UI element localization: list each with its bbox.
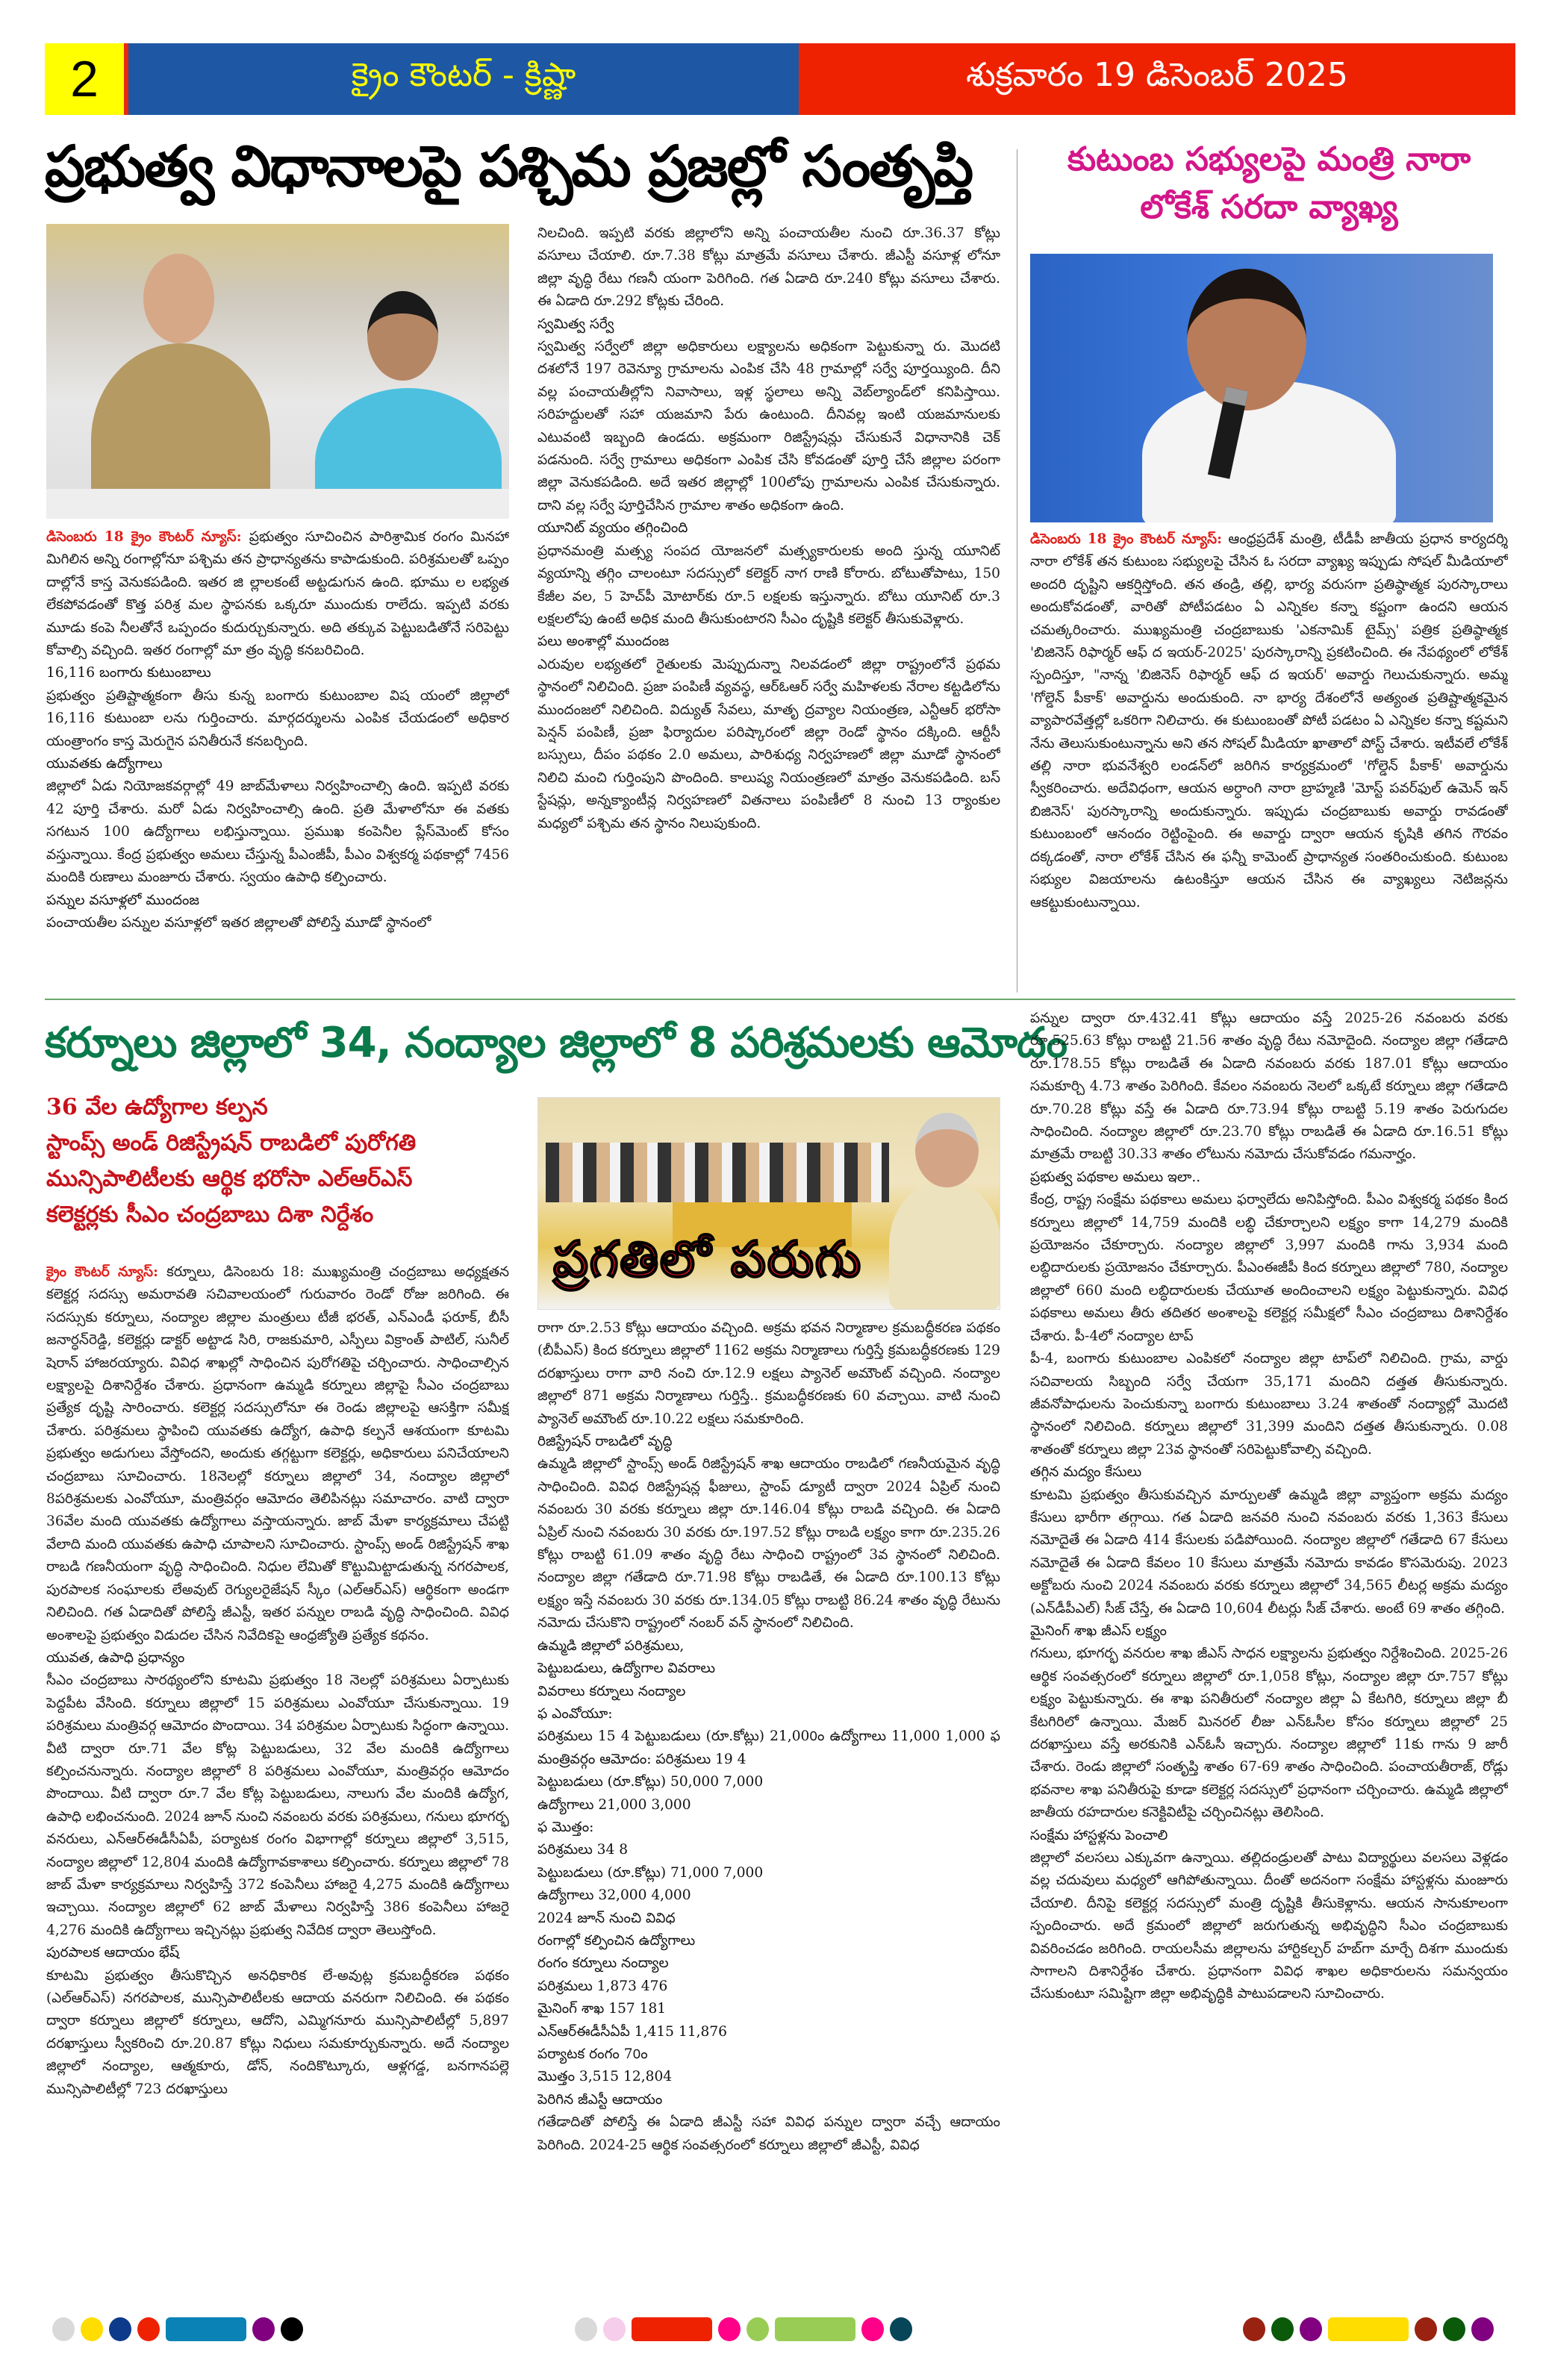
color-chip xyxy=(890,2317,912,2341)
text: ఫ మొత్తం: xyxy=(537,1819,594,1835)
text: 2024 జూన్ నుంచి వివిధ xyxy=(537,1910,676,1926)
text: రంగాల్లో కల్పించిన ఉద్యోగాలు xyxy=(537,1932,696,1949)
paragraph xyxy=(537,222,1000,313)
section-subheading xyxy=(1030,1166,1508,1189)
section-subheading xyxy=(537,1703,1000,1725)
color-chip xyxy=(1243,2317,1265,2341)
story2-subheads xyxy=(46,1090,509,1233)
text: ఎరువుల లభ్యతలో రైతులకు మెప్పుదున్నా నిలవడంలో జిల్లా రాష్ట్రంలోనే ప్రథమ స్థానంలో నిలిచింది. ప్రజా పంపిణీ వ్యవస్థ, ఆర్‌ఓఆర్ సర్వే మహిళలకు నేరాల కట్టడిలోను ముందంజలో నిలిచింది. విద్యుత్ సేవలు, మాతృ ద్రవ్యాల నియంత్రణ, ఎన్టీఆర్ భరోసా పెన్షన్ పంపిణీ, ప్రజా ఫిర్యాదుల పరిష్కారంలో జిల్లా రెండో స్థానం దక్కింది. ఆర్టీసీ బస్సులు, దీపం పథకం 2.0 అమలు, పారిశుధ్య నిర్వహణలో జిల్లా మూడో స్థానంలో నిలిచి మంచి గుర్తింపుని పొందింది. కాలుష్య నియంత్రణలో మాత్రం వెనుకపడింది. బస్ స్టేషన్లు, అన్నక్యాంటీన్ల నిర్వహణలో వితనాలు పంపిణీలో 8 నుంచి 13 ర్యాంకుల మధ్యలో పశ్చిమ తన స్థానం నిలుపుకుంది. xyxy=(537,656,1000,831)
subhead-registration: స్టాంప్స్ అండ్ రిజిస్ట్రేషన్ రాబడిలో పురోగతి xyxy=(46,1130,417,1156)
paragraph xyxy=(1030,1484,1508,1620)
color-chip xyxy=(718,2317,741,2341)
section-title: క్రైం కౌంటర్ - క్రిష్ణా xyxy=(128,43,799,115)
woman-head xyxy=(367,291,438,381)
text: తగ్గిన మద్యం కేసులు xyxy=(1030,1464,1142,1481)
section-subheading xyxy=(1030,1461,1508,1484)
text: యూనిట్ వ్యయం తగ్గించింది xyxy=(537,520,688,537)
color-chip xyxy=(1471,2317,1494,2341)
photo-title: ప్రగతిలో పరుగు xyxy=(553,1231,863,1288)
color-chip xyxy=(632,2317,712,2341)
section-subheading xyxy=(537,1884,1000,1907)
section-subheading xyxy=(537,1725,1000,1771)
paragraph xyxy=(1030,1189,1508,1348)
color-chip xyxy=(603,2317,626,2341)
color-chip xyxy=(746,2317,769,2341)
lokesh-speaking-photo xyxy=(1030,254,1493,522)
text: నిలచింది. ఇప్పటి వరకు జిల్లాలోని అన్ని పంచాయతీల నుంచి రూ.36.37 కోట్లు వసూలు చేయాలి. రూ.7.38 కోట్లు మాత్రమే వసూలు చేశారు. జీఎస్టీ వసూళ్ల లోనూ జిల్లా వృద్ధి రేటు గణనీ యంగా పెరిగింది. గత ఏడాది రూ.240 కోట్లు వసూలు చేశారు. ఈ ఏడాది రూ.292 కోట్లకు చేరింది. xyxy=(537,225,1000,310)
section-subheading xyxy=(537,1975,1000,1998)
story1-headline: ప్రభుత్వ విధానాలపై పశ్చిమ ప్రజల్లో సంతృప్తి xyxy=(45,133,973,199)
subhead-lrs: మున్సిపాలిటీలకు ఆర్థిక భరోసా ఎల్ఆర్ఎస్ xyxy=(46,1166,413,1192)
color-chip xyxy=(52,2317,75,2341)
section-subheading xyxy=(537,2089,1000,2111)
text: ప్రభుత్వం సూచించిన పారిశ్రామిక రంగం మినహా మిగిలిన అన్ని రంగాల్లోనూ పశ్చిమ తన ప్రాధాన్యతను కాపాడుకుంది. పరిశ్రమలతో ఒప్పం దాల్లోనే కాస్త వెనుకపడింది. ఇతర జి ల్లాలకంటే అట్టడుగున ఉంది. భూము ల లభ్యత లేకపోవడంతో కొత్త పరిశ్ర మల స్థాపనకు ఒక్కరూ ముందుకు రాలేదు. ఇప్పటి వరకు మూడు కంపె నీలతోనే ఒప్పందం కుదుర్చుకున్నారు. అది తక్కువ పెట్టుబడితోనే సరిపెట్టు కోవాల్సి వచ్చింది. ఇతర రంగాల్లో మా త్రం వృద్ధి కనబరిచింది. xyxy=(46,529,509,659)
color-chip xyxy=(1415,2317,1437,2341)
story1-column-1 xyxy=(46,526,509,989)
color-chip xyxy=(109,2317,131,2341)
speaker-head xyxy=(1187,269,1306,410)
section-subheading xyxy=(537,2043,1000,2066)
page-number: 2 xyxy=(45,43,128,115)
section-subheading xyxy=(537,1952,1000,1975)
text: ప్రభుత్వం ప్రతిష్టాత్మకంగా తీసు కున్న బంగారు కుటుంబాల విష యంలో జిల్లాలో 16,116 కుటుంబా లను గుర్తించారు. మార్గదర్శులను ఎంపిక చేయడంలో అధికార యంత్రాంగం కాస్త మెరుగైన పనితీరునే కనబర్చింది. xyxy=(46,687,509,749)
dateline: డిసెంబరు 18 క్రైం కౌంటర్ న్యూస్: xyxy=(46,529,249,545)
officer-head xyxy=(143,254,214,343)
story2-column-2 xyxy=(537,1317,1000,2306)
text: పెట్టుబడులు, ఉద్యోగాల వివరాలు xyxy=(537,1661,716,1677)
section-subheading xyxy=(537,1862,1000,1884)
paragraph xyxy=(46,1670,509,1942)
section-subheading xyxy=(537,1998,1000,2020)
color-chip xyxy=(775,2317,855,2341)
text: స్వమిత్వ సర్వే xyxy=(537,316,614,332)
section-subheading xyxy=(537,1839,1000,1861)
paragraph xyxy=(537,1453,1000,1634)
section-subheading xyxy=(537,631,1000,653)
text: వివరాలు కర్నూలు నంద్యాల xyxy=(537,1683,686,1699)
paragraph xyxy=(1030,1643,1508,1824)
text: పెట్టుబడులు (రూ.కోట్లు) 50,000 7,000 xyxy=(537,1774,764,1790)
text: ఫ ఎంవోయూ: xyxy=(537,1705,613,1722)
text: మైనింగ్ శాఖ 157 181 xyxy=(537,2001,667,2017)
paragraph xyxy=(537,1317,1000,1431)
section-divider xyxy=(45,999,1515,1000)
paragraph xyxy=(46,1965,509,2101)
paragraph xyxy=(537,654,1000,835)
paragraph xyxy=(46,912,509,934)
section-subheading xyxy=(537,1431,1000,1453)
text: జిల్లాలో ఏడు నియోజకవర్గాల్లో 49 జాబ్‌మేళాలు నిర్వహించాల్సి ఉంది. ఇప్పటి వరకు 42 పూర్తి చేశారు. మరో ఏడు నిర్వహించాల్సి ఉంది. ప్రతి మేళాలోనూ ఈ వతకు సగటున 100 ఉద్యోగాలు లభిస్తున్నాయి. ప్రముఖ కంపెనీల ప్లేస్‌మెంట్ కోసం వస్తున్నాయి. కేంద్ర ప్రభుత్వం అమలు చేస్తున్న పీఎంజీపీ, పీఎం విశ్వకర్మ పథకాల్లో 7456 మందికి రుణాలు మంజూరు చేశారు. స్వయం ఉపాధి కల్పించారు. xyxy=(46,778,509,886)
section-subheading xyxy=(537,1794,1000,1817)
text: పరిశ్రమలు 15 4 పెట్టుబడులు (రూ.కోట్లు) 21,000ం ఉద్యోగాలు 11,000 1,000 ఫ మంత్రివర్గం ఆమోదం: పరిశ్రమలు 19 4 xyxy=(537,1728,1000,1767)
subhead-jobs: 36 వేల ఉద్యోగాల కల్పన xyxy=(46,1094,268,1120)
text: పెరిగిన జీఎస్టీ ఆదాయం xyxy=(537,2091,663,2108)
story2-column-1 xyxy=(46,1261,509,2306)
section-subheading xyxy=(537,1635,1000,1658)
paragraph xyxy=(1030,1847,1508,2006)
collectors-conference-photo xyxy=(537,1097,1000,1310)
section-subheading xyxy=(537,1817,1000,1839)
side-story-headline: కుటుంబ సభ్యులపై మంత్రి నారా లోకేశ్ సరదా వ్యాఖ్య xyxy=(1067,140,1471,226)
paragraph xyxy=(46,526,509,662)
section-subheading xyxy=(46,1942,509,1964)
story2-column-3 xyxy=(1030,1008,1508,2310)
text: పీ-4, బంగారు కుటుంబాల ఎంపికలో నంద్యాల జిల్లా టాప్‌లో నిలిచింది. గ్రామ, వార్డు సచివాలయ సిబ్బంది సర్వే చేయగా 35,171 మందిని దత్తత తీసుకున్నారు. జీవనోపాధులను పెంచుకున్నా బంగారు కుటుంబాలు 3.24 శాతంతో నంద్యాల్లో మొదటి స్థానంలో నిలిచింది. కర్నూలు జిల్లాలో 31,399 మందిని దత్తత తీసుకున్నారు. 0.08 శాతంతో కర్నూలు జిల్లా 23వ స్థానంతో సరిపెట్టుకోవాల్సి వచ్చింది. xyxy=(1030,1351,1508,1458)
officials-meeting-photo xyxy=(46,224,509,519)
side-story-dateline: డిసెంబరు 18 క్రైం కౌంటర్ న్యూస్: xyxy=(1030,531,1222,547)
text: రాగా రూ.2.53 కోట్లు ఆదాయం వచ్చింది. అక్రమ భవన నిర్మాణాల క్రమబద్ధీకరణ పథకం (బీపీఎస్) కింద కర్నూలు జిల్లాలో 1162 అక్రమ నిర్మాణాలు గుర్తిస్తే క్రమబద్ధీకరణకు 129 దరఖాస్తులు రాగా వారి నంచి రూ.12.9 లక్షలు ప్యానెల్ అమౌంట్ వచ్చింది. నంద్యాల జిల్లాలో 871 అక్రమ నిర్మాణాలు గుర్తిస్తే.. క్రమబద్ధీకరణకు 60 వచ్చాయి. వాటి నుంచి ప్యానెల్ అమౌంట్ రూ.10.22 లక్షలు సమకూరింది. xyxy=(537,1320,1000,1427)
color-chip xyxy=(1300,2317,1322,2341)
section-subheading xyxy=(537,2066,1000,2088)
paragraph xyxy=(1030,1348,1508,1461)
text: పరిశ్రమలు 34 8 xyxy=(537,1842,629,1858)
section-subheading xyxy=(46,890,509,912)
text: ప్రభుత్వ పథకాల అమలు ఇలా.. xyxy=(1030,1169,1201,1185)
color-chip xyxy=(1443,2317,1465,2341)
text: ఉద్యోగాలు 21,000 3,000 xyxy=(537,1796,691,1813)
color-chip xyxy=(575,2317,597,2341)
section-subheading xyxy=(1030,1825,1508,1847)
section-subheading xyxy=(46,1647,509,1670)
text: కూటమి ప్రభుత్వం తీసుకువచ్చిన మార్పులతో ఉమ్మడి జిల్లా వ్యాప్తంగా అక్రమ మద్యం కేసులు భారీగా తగ్గాయి. గత ఏడాది జనవరి నుంచి నవంబరు వరకు 1,363 కేసులు నమోదైతే ఈ ఏడాది 414 కేసులకు పడిపోయింది. నంద్యాల జిల్లాలో గతేడాది 67 కేసులు నమోదైతే ఈ ఏడాది కేవలం 10 కేసులు మాత్రమే నమోదు కావడం కొసమెరుపు. 2023 అక్టోబరు నుంచి 2024 నవంబరు వరకు కర్నూలు జిల్లాలో 34,565 లీటర్ల అక్రమ మద్యం (ఎన్‌డీపీఎల్) సీజ్ చేస్తే, ఈ ఏడాది 10,604 లీటర్లు సీజ్ చేశారు. అంటే 69 శాతం తగ్గింది. xyxy=(1030,1487,1508,1617)
text: రంగం కర్నూలు నంద్యాల xyxy=(537,1955,669,1972)
dateline: క్రైం కౌంటర్ న్యూస్: xyxy=(46,1264,167,1280)
issue-date: శుక్రవారం 19 డిసెంబర్ 2025 xyxy=(799,43,1515,115)
text: రిజిస్ట్రేషన్ రాబడిలో వృద్ధి xyxy=(537,1434,673,1450)
section-subheading xyxy=(46,662,509,684)
subhead-cm-direction: కలెక్టర్లకు సీఎం చంద్రబాబు దిశా నిర్దేశం xyxy=(46,1202,374,1228)
paragraph xyxy=(537,2111,1000,2157)
section-subheading xyxy=(537,1681,1000,1703)
text: పంచాయతీల పన్నుల వసూళ్లలో ఇతర జిల్లాలతో పోలిస్తే మూడో స్థానంలో xyxy=(46,914,431,931)
section-subheading xyxy=(1030,1620,1508,1643)
paragraph xyxy=(1030,1008,1508,1166)
text: కర్నూలు, డిసెంబరు 18: ముఖ్యమంత్రి చంద్రబాబు అధ్యక్షతన కలెక్టర్ల సదస్సు అమరావతి సచివాలయంలో గురువారం రెండో రోజు జరిగింది. ఈ సదస్సుకు కర్నూలు, నంద్యాల జిల్లాల మంత్రులు టీజీ భరత్, ఎన్ఎండీ ఫరూక్, బీసీ జనార్ధన్‌రెడ్డి, కలెక్టర్లు డాక్టర్ అట్టాడ సిరి, రాజకుమారి, ఎస్పీలు విక్రాంత్ పాటిల్, సునీల్ షెరాన్ హాజరయ్యారు. వివిధ శాఖల్లో సాధించిన పురోగతిపై చర్చించారు. సాధించాల్సిన లక్ష్యాలపై దిశానిర్దేశం చేశారు. ప్రధానంగా ఉమ్మడి కర్నూలు జిల్లాపై సీఎం చంద్రబాబు ప్రత్యేక దృష్టి సారించారు. కలెక్టర్ల సదస్సులోనూ ఈ రెండు జిల్లాలపై ఆసక్తిగా సమీక్ష చేశారు. పరిశ్రమలు స్థాపించి యువతకు ఉద్యోగ, ఉపాధి కల్పనే ఆశయంగా కూటమి ప్రభుత్వం అడుగులు వేస్తోందని, అందుకు తగ్గట్టుగా కలెక్టర్లు, అధికారులు పనిచేయాలని చంద్రబాబు సూచించారు. 18నెలల్లో కర్నూలు జిల్లాలో 34, నంద్యాల జిల్లాలో 8పరిశ్రమలకు ఎంవోయూ, మంత్రివర్గం ఆమోదం తెలిపినట్లు సమాచారం. వాటి ద్వారా 36వేల మంది యువతకు ఉద్యోగాలు వస్తాయన్నారు. జాబ్ మేళా కార్యక్రమాలు చేపట్టి వేలాది మంది యువతకు ఉపాధి చూపాలని సూచించారు. స్టాంప్స్ అండ్ రిజిస్ట్రేషన్ శాఖ రాబడి గణనీయంగా వృద్ధి సాధించింది. నిధుల లేమితో కొట్టుమిట్టాడుతున్న నగరపాలక, పురపాలక సంఘాలకు లేఅవుట్ రెగ్యులరైజేషన్ స్కీం (ఎల్ఆర్ఎస్) ఆర్థికంగా అండగా నిలిచింది. గత ఏడాదితో పోలిస్తే జీఎస్టీ, ఇతర పన్నుల రాబడి వృద్ధి సాధించింది. వివిధ అంశాలపై ప్రభుత్వం విడుదల చేసిన నివేదికపై ఆంధ్రజ్యోతి ప్రత్యేక కథనం. xyxy=(46,1264,509,1643)
text: పన్నుల వసూళ్లలో ముందంజ xyxy=(46,892,200,908)
text: సీఎం చంద్రబాబు సారథ్యంలోని కూటమి ప్రభుత్వం 18 నెలల్లో పరిశ్రమలు ఏర్పాటుకు పెద్దపీట వేసింది. కర్నూలు జిల్లాలో 15 పరిశ్రమలు ఎంవోయూ చేసుకున్నాయి. 19 పరిశ్రమలు మంత్రివర్గ ఆమోదం పొందాయి. 34 పరిశ్రమల ఏర్పాటుకు సిద్ధంగా ఉన్నాయి. వీటి ద్వారా రూ.71 వేల కోట్ల పెట్టుబడులు, 32 వేల మందికి ఉద్యోగాలు కల్పించనున్నారు. నంద్యాల జిల్లాలో 8 పరిశ్రమలు ఎంవోయూ, మంత్రివర్గం ఆమోదం పొందాయి. వీటి ద్వారా రూ.7 వేల కోట్ల పెట్టుబడులు, నాలుగు వేల మందికి ఉద్యోగ, ఉపాధి లభించనుంది. 2024 జూన్ నుంచి నవంబరు వరకు పరిశ్రమలు, గనులు భూగర్భ వనరులు, ఎన్ఆర్ఈడీసీఏపీ, పర్యాటక రంగం విభాగాల్లో కర్నూలు జిల్లాలో 3,515, నంద్యాల జిల్లాలో 12,804 మందికి ఉద్యోగావకాశాలు కల్పించారు. కర్నూలు జిల్లాలో 78 జాబ్ మేళా కార్యక్రమాలు నిర్వహిస్తే 372 కంపెనీలు హాజరై 4,275 మందికి ఉద్యోగాలు ఇచ్చాయి. నంద్యాల జిల్లాలో 62 జాబ్ మేళాలు నిర్వహిస్తే 386 కంపెనీలు హాజరై 4,276 మందికి ఉద్యోగాలు ఇచ్చినట్లు ప్రభుత్వ నివేదిక ద్వారా తెలుస్తోంది. xyxy=(46,1672,509,1938)
color-chip xyxy=(137,2317,160,2341)
color-chip xyxy=(166,2317,246,2341)
text: యువతకు ఉద్యోగాలు xyxy=(46,756,163,772)
section-subheading xyxy=(537,517,1000,540)
color-chip xyxy=(281,2317,303,2341)
section-subheading xyxy=(537,1771,1000,1793)
paragraph xyxy=(537,336,1000,517)
paragraph xyxy=(46,1261,509,1647)
color-chip xyxy=(1328,2317,1409,2341)
text: మైనింగ్ శాఖ జీఎస్ లక్ష్యం xyxy=(1030,1622,1167,1639)
text: కేంద్ర, రాష్ట్ర సంక్షేమ పథకాలు అమలు ఫర్వాలేదు అనిపిస్తోంది. పీఎం విశ్వకర్మ పథకం కింద కర్నూలు జిల్లాలో 14,759 మందికి లబ్ధి చేకూర్చాలని లక్ష్యం కాగా 14,279 మందికి ప్రయోజనం చేకూర్చారు. నంద్యాల జిల్లాలో 3,997 మందికి గాను 3,934 మంది లబ్ధిదారులకు ప్రయోజనం చేకూర్చారు. పీఎంఈజీపీ కింద కర్నూలు జిల్లాలో 780, నంద్యాల జిల్లాలో 660 మంది లబ్ధిదారులకు చేయూత అందించాలని లక్ష్యం పెట్టుకున్నారు. వివిధ పథకాలు అమలు తీరు తదితర అంశాలపై కలెక్టర్ల సమీక్షలో సీఎం చంద్రబాబు దిశానిర్దేశం చేశారు. పీ-4లో నంద్యాల టాప్ xyxy=(1030,1192,1508,1344)
color-chip xyxy=(861,2317,884,2341)
color-chip xyxy=(1271,2317,1294,2341)
text: పురపాలక ఆదాయం భేష్ xyxy=(46,1945,180,1961)
section-subheading xyxy=(537,1658,1000,1680)
text: పలు అంశాల్లో ముందంజ xyxy=(537,634,670,650)
text: ఉద్యోగాలు 32,000 4,000 xyxy=(537,1887,691,1904)
text: పన్నుల ద్వారా రూ.432.41 కోట్లు ఆదాయం వస్తే 2025-26 నవంబరు వరకు రూ.525.63 కోట్లు రాబట్టి 21.56 శాతం వృద్ధి రేటు నమోదైంది. నంద్యాల జిల్లా గతేడాది రూ.178.55 కోట్లు రాబడితే ఈ ఏడాది నవంబరు వరకు 187.01 కోట్లు ఆదాయం సమకూర్చి 4.73 శాతం పెరిగింది. కేవలం నవంబరు నెలలో ఒక్కటే కర్నూలు జిల్లా గతేడాది రూ.70.28 కోట్లు వస్తే ఈ ఏడాది రూ.73.94 కోట్లు రాబట్టి 5.19 శాతం పెరుగుదల సాధించింది. నంద్యాల జిల్లాలో రూ.23.70 కోట్లు రాబడితే ఈ ఏడాది రూ.16.51 కోట్లు మాత్రమే రాబట్టి 30.33 శాతం లోటును నమోదు చేసుకోవడం గమనార్హం. xyxy=(1030,1011,1508,1163)
cm-head xyxy=(915,1113,979,1187)
paragraph xyxy=(46,685,509,753)
side-story-text: ఆంధ్రప్రదేశ్ మంత్రి, టీడీపీ జాతీయ ప్రధాన కార్యదర్శి నారా లోకేశ్ తన కుటుంబ సభ్యులపై చేసిన ఓ సరదా వ్యాఖ్య ఇప్పుడు సోషల్ మీడియాలో అందరి దృష్టిని ఆకర్షిస్తోంది. తన తండ్రి, తల్లి, భార్య వరుసగా ప్రతిష్ఠాత్మక పురస్కారాలు అందుకోవడంతో, వారితో పోటీపడటం ఏ ఎన్నికల కన్నా కష్టంగా ఉందని ఆయన చమత్కరించారు. ముఖ్యమంత్రి చంద్రబాబుకు 'ఎకనామిక్ టైమ్స్' పత్రిక ప్రతిష్ఠాత్మక 'బిజినెస్ రిఫార్మర్ ఆఫ్ ద ఇయర్-2025' పురస్కారాన్ని ప్రకటించింది. ఈ నేపథ్యంలో లోకేశ్ స్పందిస్తూ, "నాన్న 'బిజినెస్ రిఫార్మర్ ఆఫ్ ద ఇయర్' అవార్డు గెలుచుకున్నారు. అమ్మ 'గోల్డెన్ పీకాక్' అవార్డును అందుకుంది. నా భార్య దేశంలోనే అత్యంత ప్రతిష్టాత్మకమైన వ్యాపారవేత్తల్లో ఒకరిగా నిలిచారు. ఈ కుటుంబంతో పోటీ పడటం ఏ ఎన్నికల కన్నా కష్టమని నేను తెలుసుకుంటున్నాను అని తన సోషల్ మీడియా ఖాతాలో పోస్ట్ చేశారు. ఇటీవలే లోకేశ్ తల్లి నారా భువనేశ్వరి లండన్‌లో జరిగిన కార్యక్రమంలో 'గోల్డెన్ పీకాక్' అవార్డును స్వీకరించారు. అదేవిధంగా, ఆయన అర్ధాంగి నారా బ్రాహ్మణి 'మోస్ట్ పవర్‌ఫుల్ ఉమెన్ ఇన్ బిజినెస్' పురస్కారాన్ని అందుకున్నారు. ఇప్పుడు చంద్రబాబుకు అవార్డు రావడంతో కుటుంబంలో ఆనందం రెట్టింపైంది. ఈ అవార్డు ద్వారా ఆయన కృషికి తగిన గౌరవం దక్కడంతో, నారా లోకేశ్ చేసిన ఈ ఫన్నీ కామెంట్ ప్రాధాన్యత సంతరించుకుంది. కుటుంబ సభ్యుల విజయాలను ఉటంకిస్తూ ఆయన చేసిన ఈ వ్యాఖ్యలు నెటిజన్లను ఆకట్టుకుంటున్నాయి. xyxy=(1030,531,1508,911)
audience-rows xyxy=(546,1143,889,1202)
text: జిల్లాలో వలసలు ఎక్కువగా ఉన్నాయి. తల్లిదండ్రులతో పాటు విద్యార్థులు వలసలు వెళ్లడం వల్ల చదువులు మధ్యలో ఆగిపోతున్నాయి. దీంతో అదనంగా సంక్షేమ హాస్టళ్లను మంజూరు చేయాలి. దీనిపై కలెక్టర్ల సదస్సులో మంత్రి దృష్టికి తీసుకెళ్లాను. ఆయన సానుకూలంగా స్పందించారు. అదే క్రమంలో జిల్లాలో జరుగుతున్న అభివృద్ధిని సీఎం చంద్రబాబుకు వివరించడం జరిగింది. రాయలసీమ జిల్లాలను హార్టికల్చర్ హబ్‌గా మార్చే దిశగా ముందుకు సాగాలని దిశానిర్ధేశం చేశారు. ప్రధానంగా వివిధ శాఖల అధికారులను సమన్వయం చేసుకుంటూ సమిష్టిగా జిల్లా అభివృద్ధికి పాటుపడాలని సూచించారు. xyxy=(1030,1850,1508,2002)
story1-column-2 xyxy=(537,222,1000,991)
text: స్వమిత్వ సర్వేలో జిల్లా అధికారులు లక్ష్యాలను అధికంగా పెట్టుకున్నా రు. మొదటి దశలోనే 197 రెవెన్యూ గ్రామాలను ఎంపిక చేసి 48 గ్రామాల్లో సర్వే పూర్తయ్యింది. దీని వల్ల పంచాయతీల్లోని నివాసాలు, ఇళ్ల స్థలాలు అన్ని వెబ్‌ల్యాండ్‌లో కనిపిస్తాయి. సరిహద్దులతో సహా యజమాని పేరు ఉంటుంది. దీనివల్ల ఇంటి యజమానులకు ఎటువంటి ఇబ్బంది ఉండదు. అక్రమంగా రిజిస్ట్రేషన్లు చేసుకునే విధానానికి చెక్ పడనుంది. సర్వే గ్రామాలు అధికంగా ఎంపిక చేసి కోవడంతో పూర్తి చేసే జిల్లాల పరంగా జిల్లా వెనుకపడింది. అదే ఇతర జిల్లాల్లో 100లోపు గ్రామాలను ఎంపిక చేసుకున్నారు. దాని వల్ల సర్వే పూర్తిచేసిన గ్రామాల శాతం అధికంగా ఉంది. xyxy=(537,339,1000,513)
text: గనులు, భూగర్భ వనరుల శాఖ జీఎస్ సాధన లక్ష్యాలను ప్రభుత్వం నిర్దేశించింది. 2025-26 ఆర్థిక సంవత్సరంలో కర్నూలు జిల్లాలో రూ.1,058 కోట్లు, నంద్యాల జిల్లా రూ.757 కోట్లు లక్ష్యం పెట్టుకున్నారు. ఈ శాఖ పనితీరులో నంద్యాల జిల్లా ఏ కేటగిరి, కర్నూలు జిల్లా బీ కేటగిరిలో ఉన్నాయి. మేజర్ మినరల్ లీజు ఎన్‌ఓసీల కోసం కర్నూలు జిల్లాలో 25 దరఖాస్తులు వస్తే అరకునికి ఎన్ఓసీ ఇచ్చారు. నంద్యాల జిల్లాలో 11కు గాను 9 జారీ చేశారు. రెండు జిల్లాలో సంతృప్తి శాతం 67-69 శాతం సాధించింది. పంచాయతీరాజ్, రోడ్లు భవనాల శాఖ పనితీరుపై కూడా కలెక్టర్ల సదస్సులో ప్రధానంగా చర్చించారు. ఉమ్మడి జిల్లాలో జాతీయ రహదారుల కనెక్టివిటీపై చర్చించినట్లు తెలిసింది. xyxy=(1030,1646,1508,1821)
color-chip xyxy=(252,2317,275,2341)
text: కూటమి ప్రభుత్వం తీసుకొచ్చిన అనధికారిక లే-అవుట్ల క్రమబద్ధీకరణ పథకం (ఎల్ఆర్ఎస్) నగరపాలక, మున్సిపాలిటీలకు ఆదాయ వనరుగా నిలిచింది. ఈ పథకం ద్వారా కర్నూలు జిల్లాలో కర్నూలు, ఆదోని, ఎమ్మిగనూరు మున్సిపాలిటీల్లో 5,897 దరఖాస్తులు స్వీకరించి రూ.20.87 కోట్లు నిధులు సమకూర్చుకున్నారు. అదే నంద్యాల జిల్లాలో నంద్యాల, ఆత్మకూరు, డోన్, నందికొట్కూరు, ఆళ్లగడ్డ, బనగానపల్లె మున్సిపాలిటీల్లో 723 దరఖాస్తులు xyxy=(46,1967,509,2097)
side-story-body xyxy=(1030,528,1508,991)
color-chip xyxy=(81,2317,103,2341)
text: ఉమ్మడి జిల్లాలో పరిశ్రమలు, xyxy=(537,1637,685,1654)
text: గతేడాదితో పోలిస్తే ఈ ఏడాది జీఎస్టీ సహా వివిధ పన్నుల ద్వారా వచ్చే ఆదాయం పెరిగింది. 2024-25 ఆర్థిక సంవత్సరంలో కర్నూలు జిల్లాలో జీఎస్టీ, వివిధ xyxy=(537,2114,1000,2153)
section-subheading xyxy=(46,753,509,775)
section-subheading xyxy=(537,2021,1000,2043)
text: 16,116 బంగారు కుటుంబాలు xyxy=(46,665,211,681)
text: ఉమ్మడి జిల్లాలో స్టాంప్స్ అండ్ రిజిస్ట్రేషన్ శాఖ ఆదాయం రాబడిలో గణనీయమైన వృద్ధి సాధించింది. వివిధ రిజిస్ట్రేషన్ల ఫీజులు, స్టాంప్ డ్యూటీ ద్వారా 2024 ఏప్రిల్ నుంచి నవంబరు 30 వరకు కర్నూలు జిల్లా రూ.146.04 కోట్లు రాబడి వచ్చింది. ఈ ఏడాది ఏప్రిల్ నుంచి నవంబరు 30 వరకు రూ.197.52 కోట్లు రాబడి లక్ష్యం కాగా రూ.235.26 కోట్లు రాబట్టి 61.09 శాతం వృద్ధి రేటు సాధించి రాష్ట్రంలో 3వ స్థానంలో నిలిచింది. నంద్యాల జిల్లా గతేడాది రూ.71.98 కోట్లు రాబడితే, ఈ ఏడాది రూ.100.13 కోట్లు లక్ష్యం ఇస్తే నవంబరు 30 వరకు రూ.134.05 కోట్లు రాబట్టి 86.24 శాతం వృద్ధి రేటును నమోదు చేసుకొని రాష్ట్రంలో నంబర్ వన్ స్థానంలో నిలిచింది. xyxy=(537,1456,1000,1631)
text: మొత్తం 3,515 12,804 xyxy=(537,2069,673,2085)
masthead xyxy=(45,43,1515,115)
section-subheading xyxy=(537,313,1000,336)
section-subheading xyxy=(537,1930,1000,1952)
cm-figure xyxy=(889,1180,1000,1310)
text: పర్యాటక రంగం 70ం xyxy=(537,2046,648,2062)
text: ఎన్ఆర్ఈడీసీఏపీ 1,415 11,876 xyxy=(537,2023,727,2040)
text: సంక్షేమ హాస్టళ్లను పెంచాలి xyxy=(1030,1827,1168,1843)
section-subheading xyxy=(537,1908,1000,1930)
text: పెట్టుబడులు (రూ.కోట్లు) 71,000 7,000 xyxy=(537,1864,764,1881)
text: యువత, ఉపాధి ప్రధాన్యం xyxy=(46,1649,185,1666)
story2-headline: కర్నూలు జిల్లాలో 34, నంద్యాల జిల్లాలో 8 పరిశ్రమలకు ఆమోదం xyxy=(45,1019,1067,1067)
text: పరిశ్రమలు 1,873 476 xyxy=(537,1978,668,1994)
paragraph xyxy=(46,775,509,889)
footer-color-strip xyxy=(0,2317,1543,2347)
text: ప్రధానమంత్రి మత్స్య సంపద యోజనలో మత్స్యకారులకు అంది స్తున్న యూనిట్ వ్యయాన్ని తగ్గిం చాలంటూ సదస్సులో కలెక్టర్ నాగ రాణి కోరారు. బోటుతోపాటు, 150 కేజీల వల, 5 హెచ్‌పీ మోటార్‌కు రూ.5 లక్షలకు ఇస్తున్నారు. బోటు యూనిట్ రూ.3 లక్షలలోపు ఉంటే అధిక మంది తీసుకుంటారని సీఎం దృష్టికి కలెక్టర్ తీసుకువెళ్లారు. xyxy=(537,543,1000,627)
table-surface xyxy=(46,489,509,519)
paragraph xyxy=(537,540,1000,631)
